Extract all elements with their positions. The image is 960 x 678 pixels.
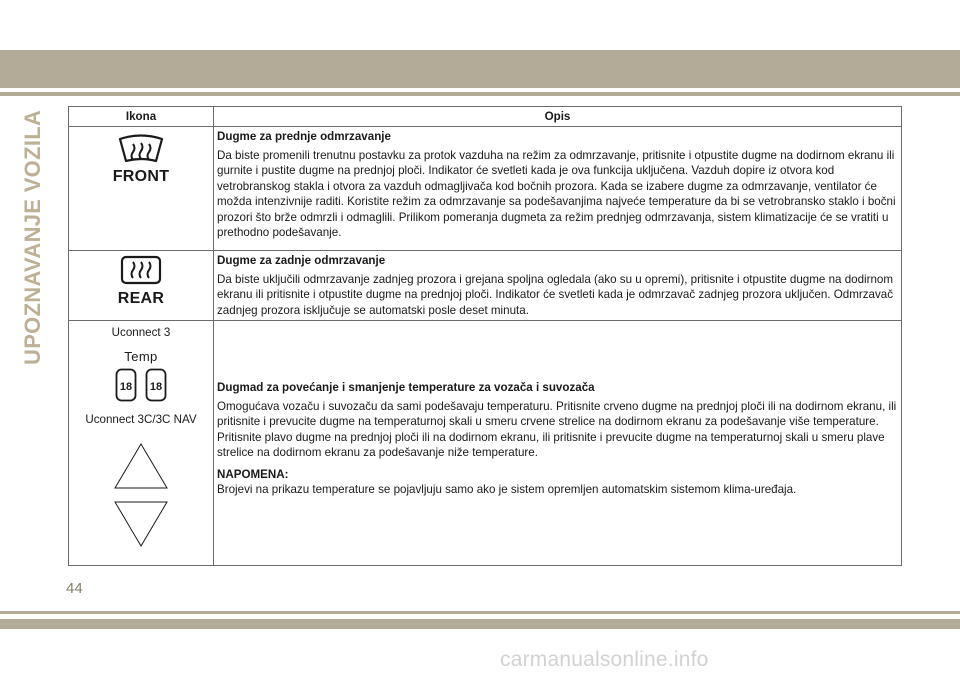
triangle-down-icon	[113, 500, 169, 548]
description-cell-temp	[214, 321, 902, 566]
uconnect-nav-label: Uconnect 3C/3C NAV	[85, 413, 197, 426]
row-title: Dugmad za povećanje i smanjenje temperature za vozača i suvozača	[217, 381, 595, 395]
rear-label: REAR	[117, 289, 165, 307]
row-text: Da biste uključili odmrzavanje zadnjeg prozora i grejana spoljna ogledala (ako su u opremi), pritisnite i otpustite dugme na dodirnom ekranu ili pritisnite i otpustite dugme na prednjoj ploči. Indikator će svetleti kada je odmrzavač zadnjeg prozora uključen. Odmrzavač zadnjeg prozora isključuje se automatski posle deset minuta.	[217, 272, 894, 317]
passenger-temp-icon	[145, 368, 167, 402]
uconnect3-label: Uconnect 3	[111, 326, 171, 339]
header-band	[0, 50, 960, 88]
rear-defrost-icon	[120, 255, 162, 290]
page-number: 44	[66, 580, 83, 597]
triangle-up-icon	[113, 442, 169, 490]
section-title: UPOZNAVANJE VOZILA	[20, 109, 45, 365]
note-text: Brojevi na prikazu temperature se pojavljuju samo ako je sistem opremljen automatskim sistemom klima-uređaja.	[217, 483, 797, 497]
header-description: Opis	[214, 107, 902, 127]
description-cell-rear	[214, 251, 902, 321]
table-row	[69, 251, 902, 321]
driver-temp-icon	[115, 368, 137, 402]
header-icon: Ikona	[69, 107, 214, 127]
row-text: Da biste promenili trenutnu postavku za protok vazduha na režim za odmrzavanje, pritisnite i otpustite dugme na dodirnom ekranu ili gurnite i pustite dugme na prednjoj ploči. Indikator će svetleti kada je ova funkcija uključena. Vazduh dopire iz otvora kod vetrobranskog stakla i otvora za vazduh odmagljivača kod bočnih prozora. Kada se izabere dugme za odmrzavanje, ventilator će možda intenzivnije raditi. Koristite režim za odmrzavanje sa podešavanjima najveće temperature da bi se vetrobransko staklo i bočni prozori što brže odmrzli i odmaglili. Prilikom pomeranja dugmeta za režim prednjeg odmrzavanja, sistem klimatizacije će se vratiti u prethodno podešavanje.	[217, 148, 896, 239]
icon-cell-rear	[69, 251, 214, 321]
front-defrost-icon	[117, 133, 165, 168]
header-rule	[0, 92, 960, 96]
temp-slider-icon	[69, 368, 213, 402]
front-label: FRONT	[112, 167, 170, 185]
table-header-row	[69, 107, 902, 127]
description-cell-front	[214, 127, 902, 251]
passenger-temp-value: 18	[149, 381, 163, 393]
watermark: carmanualsonline.info	[500, 648, 709, 671]
row-title: Dugme za prednje odmrzavanje	[217, 130, 391, 143]
row-text: Omogućava vozaču i suvozaču da sami podešavaju temperaturu. Pritisnite crveno dugme na prednjoj ploči ili na dodirnom ekranu, ili pritisnite i prevucite dugme na temperaturnoj skali u smeru crvene strelice na dodirnom ekranu za podešavanje više temperature. Pritisnite plavo dugme na prednjoj ploči ili na dodirnom ekranu, ili pritisnite i prevucite dugme na temperaturnoj skali u smeru plave strelice na dodirnom ekranu za podešavanje niže temperature.	[217, 399, 897, 460]
icon-cell-front	[69, 127, 214, 251]
note-label: NAPOMENA:	[217, 467, 289, 481]
table-row	[69, 321, 902, 566]
row-title: Dugme za zadnje odmrzavanje	[217, 254, 386, 267]
icon-description-table	[68, 106, 902, 566]
icon-cell-temp	[69, 321, 214, 566]
footer-band	[0, 619, 960, 629]
table-row	[69, 127, 902, 251]
footer-rule	[0, 611, 960, 614]
driver-temp-value: 18	[119, 381, 133, 393]
temp-label: Temp	[124, 348, 158, 364]
